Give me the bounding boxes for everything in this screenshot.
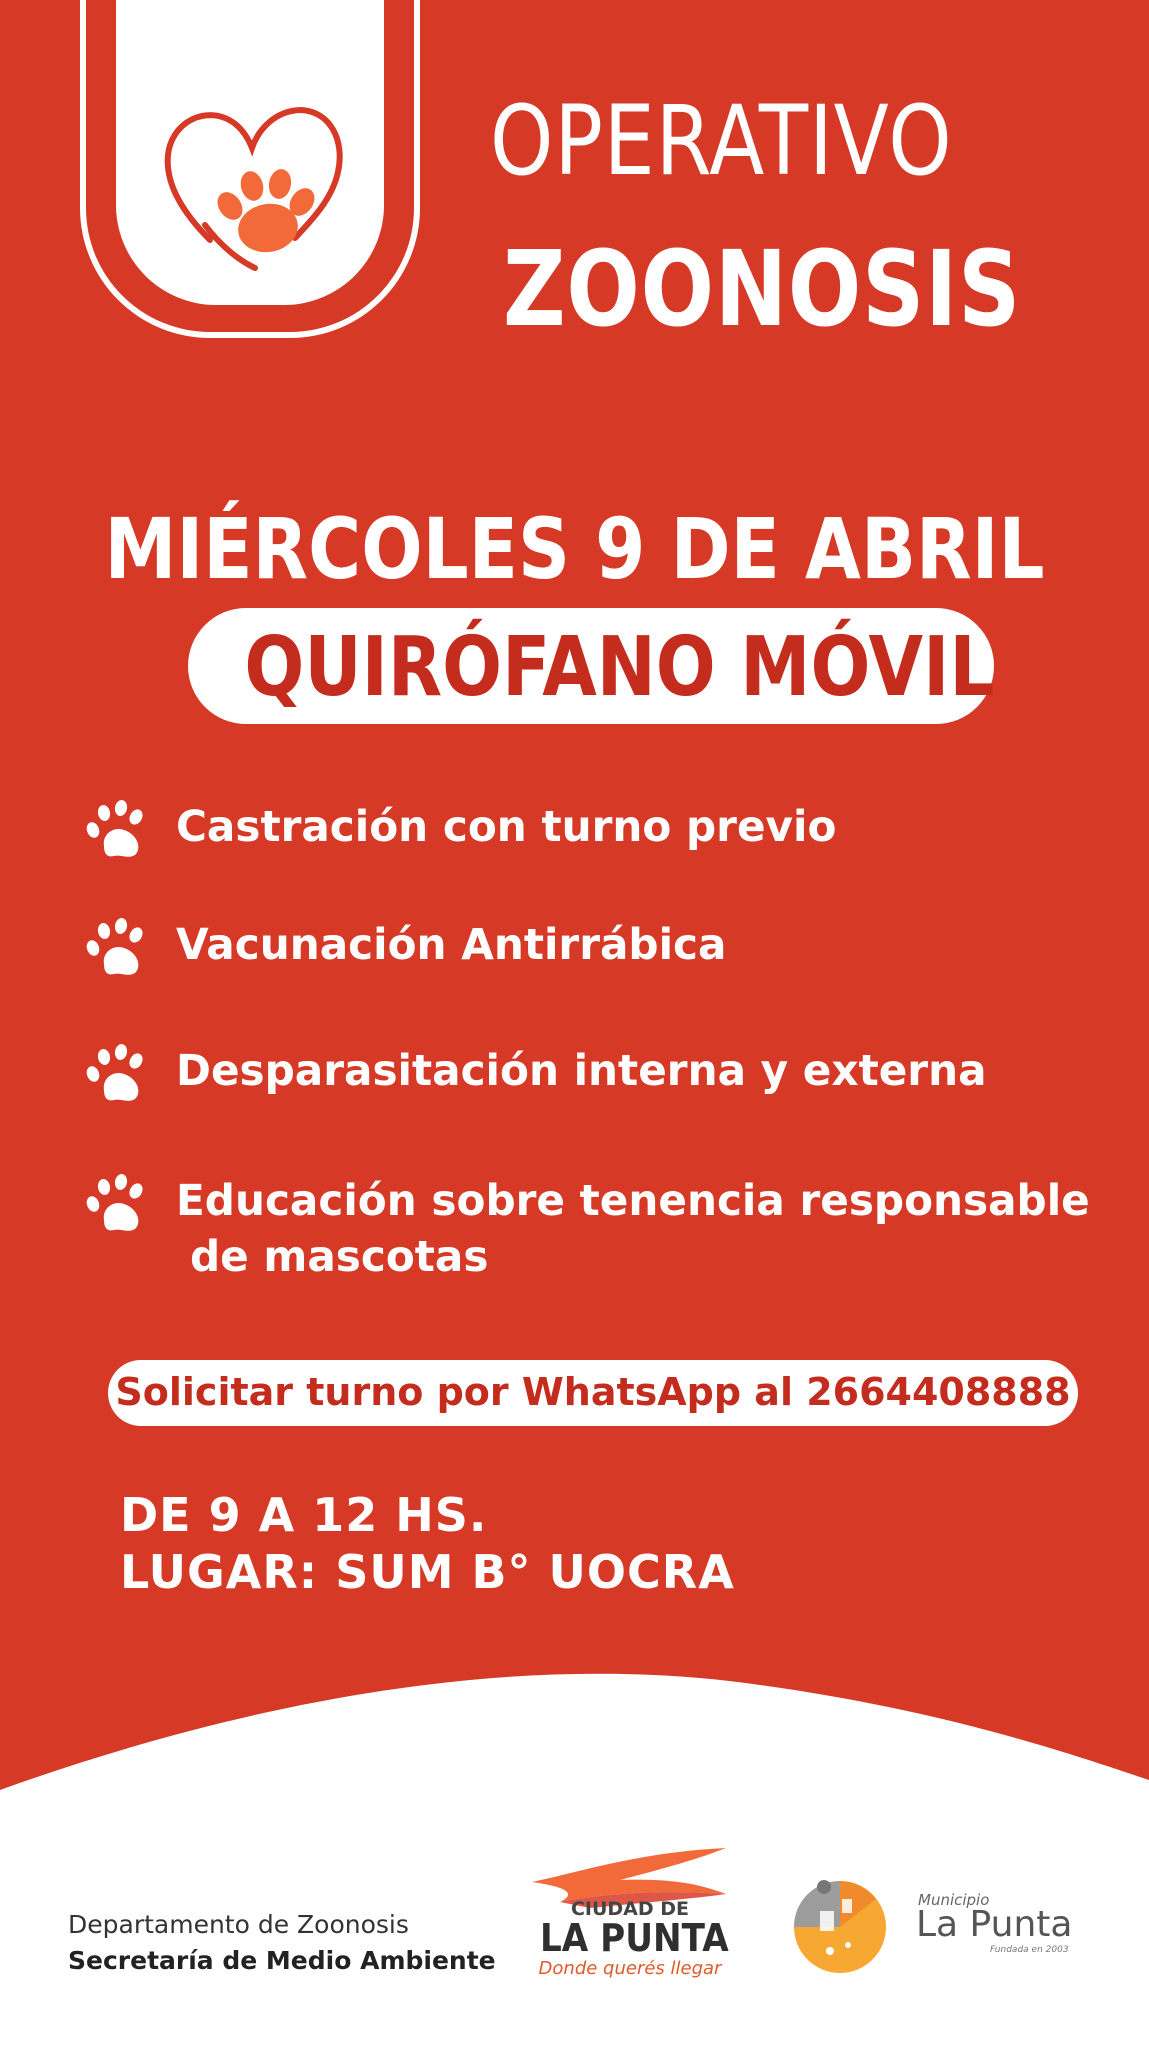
title-operativo: OPERATIVO	[490, 85, 953, 197]
paw-icon	[84, 796, 150, 862]
paw-icon	[84, 914, 150, 980]
service-item-text: Desparasitación interna y externa	[176, 1046, 987, 1096]
secretariat-name: Secretaría de Medio Ambiente	[68, 1946, 496, 1975]
ciudad-logo-slogan: Donde querés llegar	[538, 1958, 722, 1979]
municipio-logo-small: Municipio	[918, 1891, 990, 1909]
municipio-logo-founded: Fundada en 2003	[990, 1945, 1069, 1955]
service-item-text: Educación sobre tenencia responsable	[176, 1176, 1090, 1226]
municipio-logo-name: La Punta	[916, 1904, 1073, 1945]
whatsapp-contact-label: Solicitar turno por WhatsApp al 2664408888	[115, 1370, 1071, 1414]
title-zoonosis: ZOONOSIS	[503, 228, 1022, 350]
service-label: QUIRÓFANO MÓVIL	[244, 620, 995, 715]
municipio-emblem-icon	[780, 1855, 910, 1990]
service-item-text-continued: de mascotas	[190, 1232, 489, 1282]
schedule-time: DE 9 A 12 HS.	[120, 1488, 488, 1542]
service-item-text: Vacunación Antirrábica	[176, 920, 727, 970]
schedule-place: LUGAR: SUM B° UOCRA	[120, 1545, 735, 1599]
heart-paw-icon	[160, 100, 350, 280]
service-item-text: Castración con turno previo	[176, 802, 837, 852]
ciudad-logo-top: CIUDAD DE	[570, 1898, 690, 1920]
ciudad-logo-name: LA PUNTA	[540, 1916, 729, 1960]
paw-icon	[84, 1170, 150, 1236]
department-name: Departamento de Zoonosis	[68, 1910, 409, 1939]
event-date: MIÉRCOLES 9 DE ABRIL	[104, 500, 1045, 598]
paw-icon	[84, 1040, 150, 1106]
